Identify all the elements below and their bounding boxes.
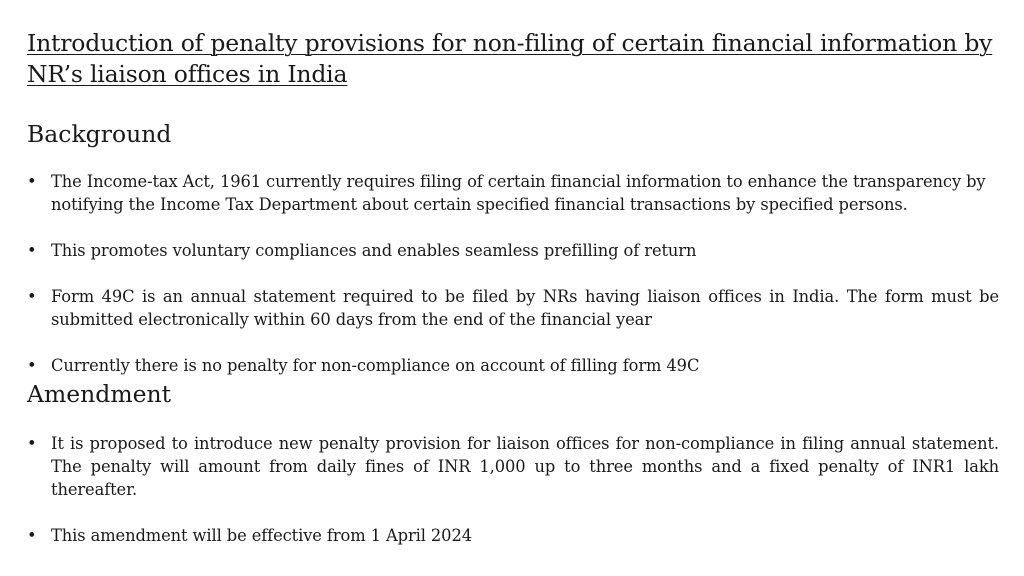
list-item bbox=[27, 524, 999, 547]
bullet-text: This promotes voluntary compliances and enables seamless prefilling of return bbox=[51, 241, 697, 260]
list-item bbox=[27, 239, 999, 262]
bullet-icon: • bbox=[27, 287, 37, 306]
list-item bbox=[27, 432, 999, 501]
list-item bbox=[27, 354, 999, 377]
bullet-icon: • bbox=[27, 172, 37, 191]
section-heading-amendment: Amendment bbox=[27, 380, 172, 408]
slide bbox=[27, 28, 999, 547]
bullet-text: The Income-tax Act, 1961 currently requires filing of certain financial information to enhance the transparency by notifying the Income Tax Department about certain specified financial transactions by specified persons. bbox=[51, 172, 986, 214]
bullet-icon: • bbox=[27, 356, 37, 375]
bullet-text: Form 49C is an annual statement required to be filed by NRs having liaison offices in India. The form must be submitted electronically within 60 days from the end of the financial year bbox=[51, 287, 999, 329]
bullet-text: It is proposed to introduce new penalty provision for liaison offices for non-compliance in filing annual statement. The penalty will amount from daily fines of INR 1,000 up to three months and a fixed penalty of INR1 lakh thereafter. bbox=[51, 434, 999, 499]
bullet-text: This amendment will be effective from 1 April 2024 bbox=[51, 526, 472, 545]
page-title: Introduction of penalty provisions for non-filing of certain financial information by NR’s liaison offices in India bbox=[27, 29, 993, 88]
list-item bbox=[27, 285, 999, 331]
bullet-icon: • bbox=[27, 434, 37, 453]
list-item bbox=[27, 170, 999, 216]
bullet-text: Currently there is no penalty for non-compliance on account of filling form 49C bbox=[51, 356, 700, 375]
bullet-icon: • bbox=[27, 526, 37, 545]
section-heading-background: Background bbox=[27, 120, 172, 148]
background-bullet-list bbox=[27, 170, 999, 377]
amendment-bullet-list bbox=[27, 432, 999, 547]
bullet-icon: • bbox=[27, 241, 37, 260]
